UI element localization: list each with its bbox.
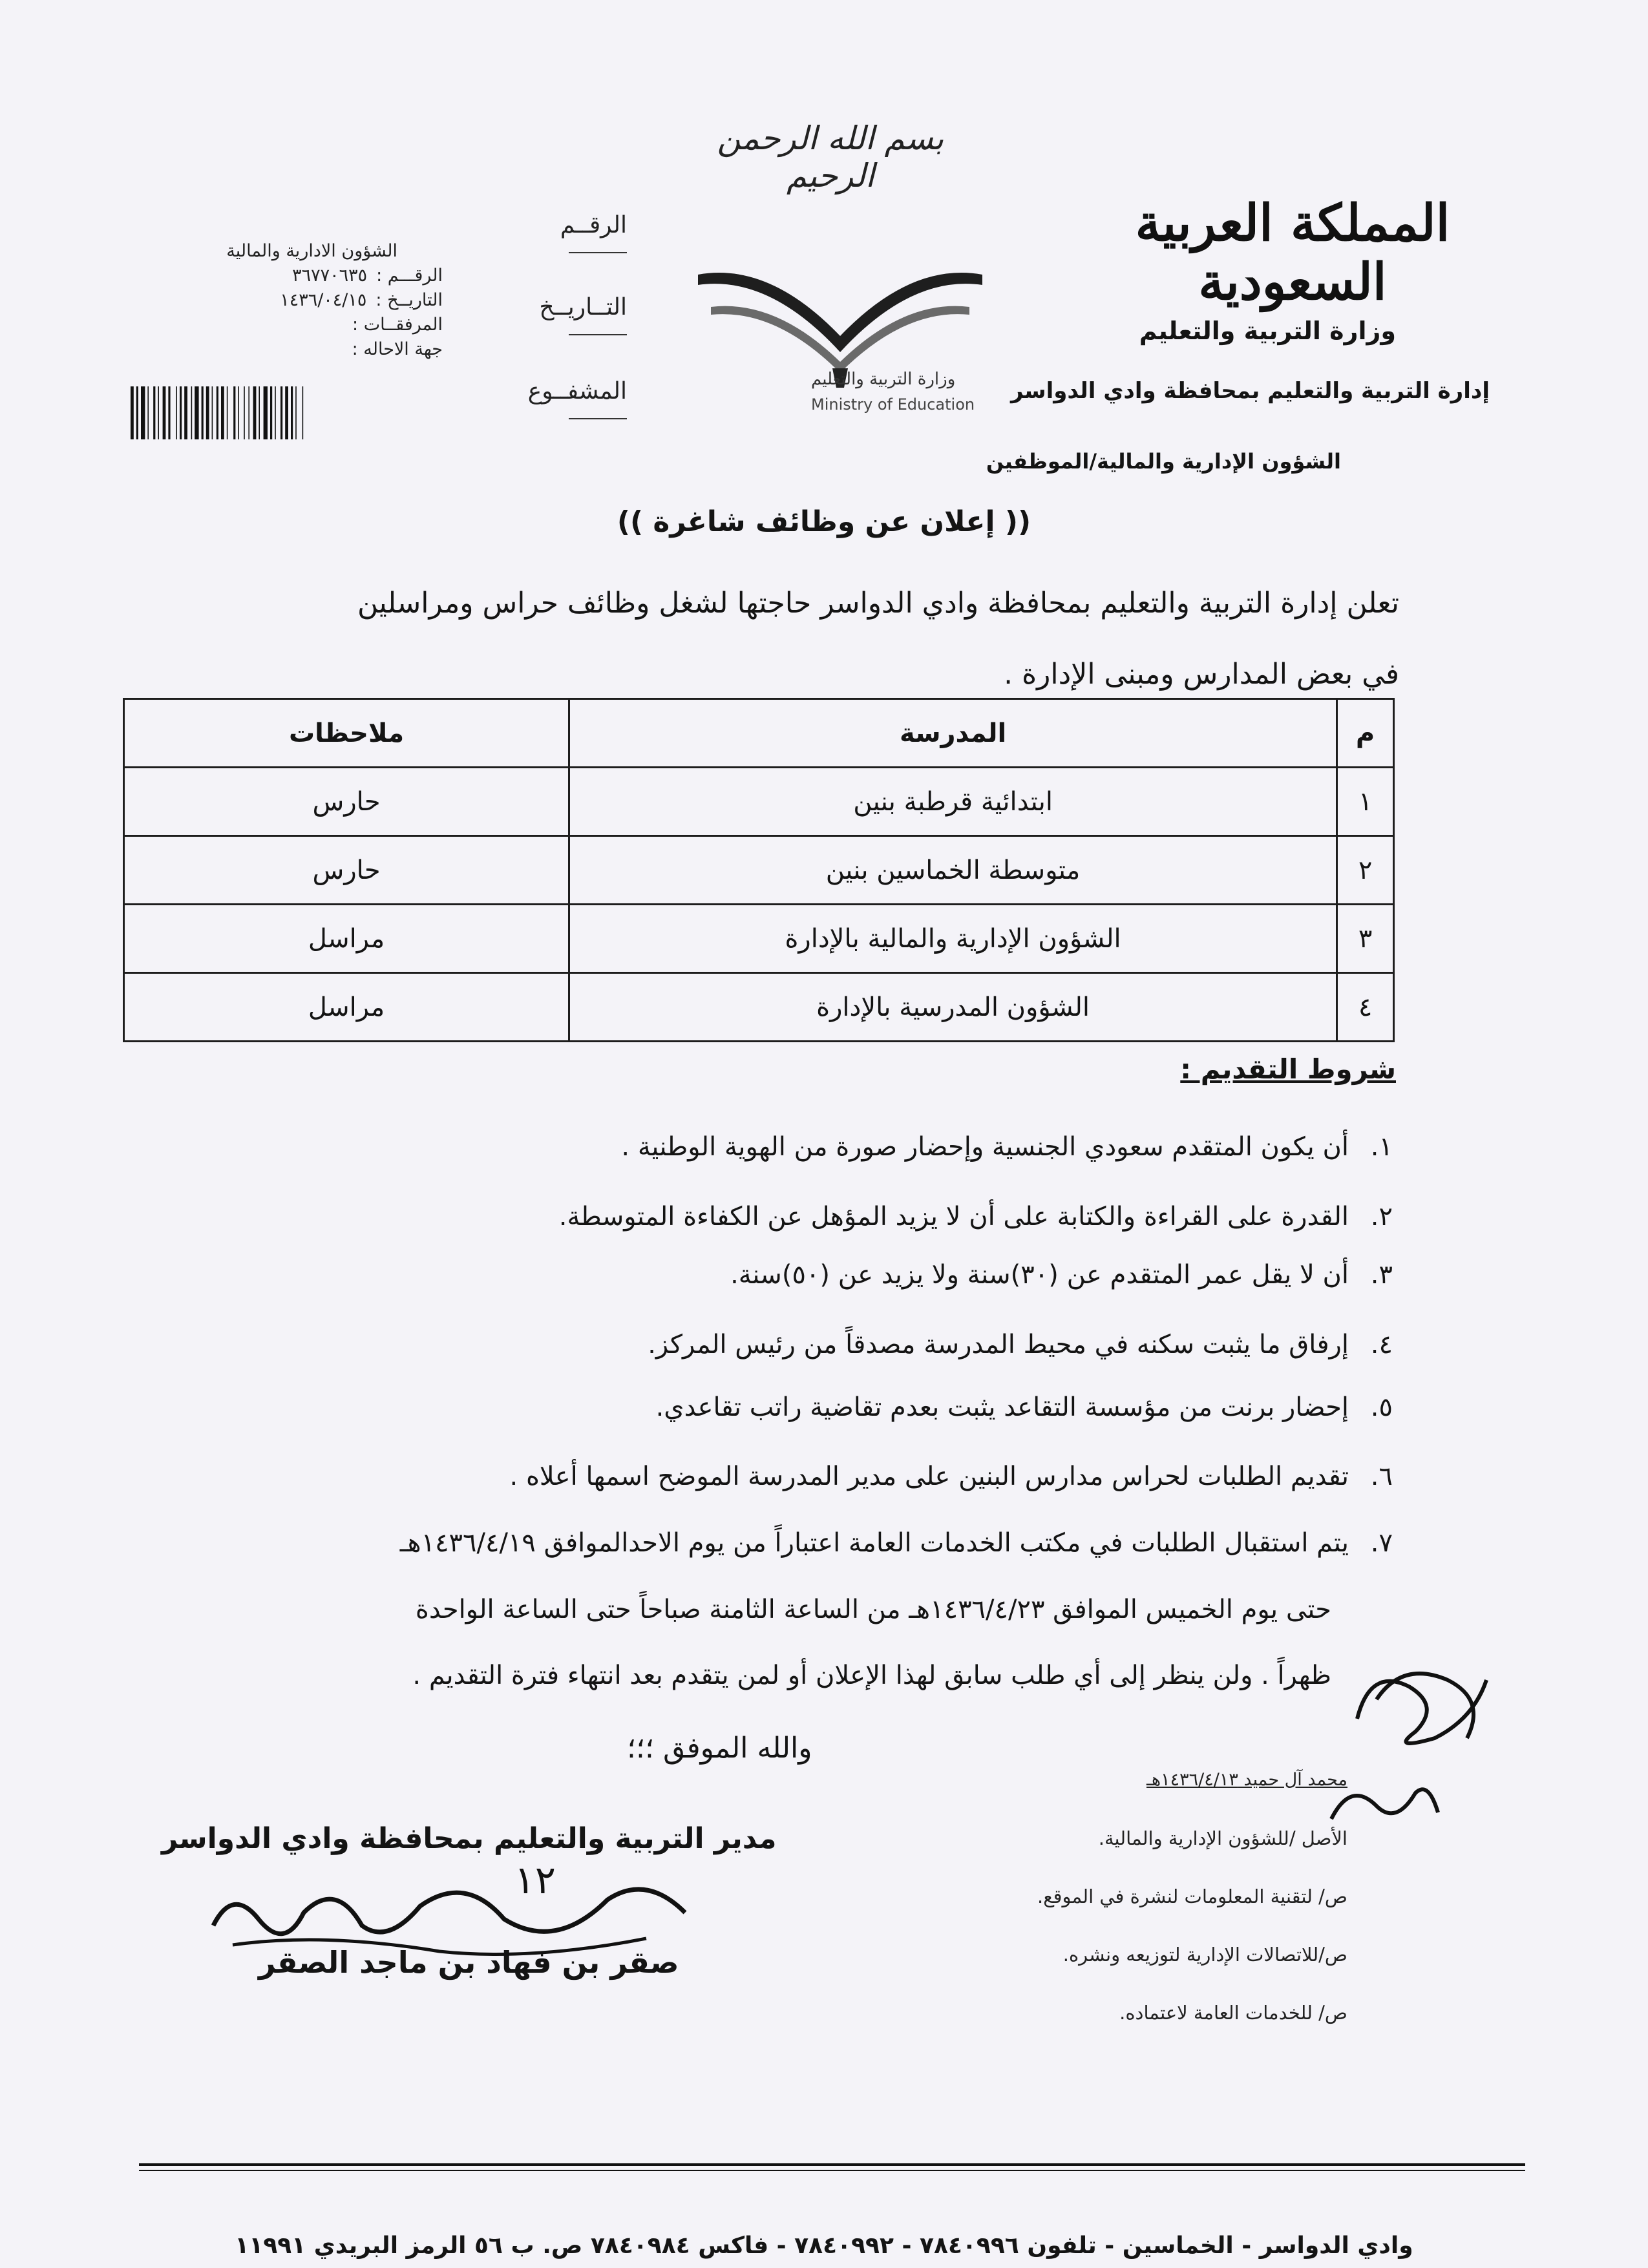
row-notes: حارس (124, 836, 569, 905)
condition-item (400, 1528, 1393, 1558)
condition-continuation-2: ظهراً . ولن ينظر إلى أي طلب سابق لهذا الإعلان أو لمن يتقدم بعد انتهاء فترة التقديم . (412, 1661, 1331, 1690)
registry-date-label: التاريــخ : (375, 290, 443, 310)
table-row (124, 836, 1394, 905)
condition-text: أن يكون المتقدم سعودي الجنسية وإحضار صورة من الهوية الوطنية . (621, 1132, 1349, 1162)
condition-item (510, 1462, 1393, 1491)
condition-number: ٣. (1370, 1260, 1393, 1290)
condition-text: تقديم الطلبات لحراس مدارس البنين على مدير المدرسة الموضح اسمها أعلاه . (509, 1462, 1349, 1491)
registry-date-row (120, 288, 443, 313)
condition-number: ٢. (1370, 1202, 1393, 1232)
row-notes: مراسل (124, 973, 569, 1042)
kingdom-name: المملكة العربية السعودية (1135, 194, 1450, 311)
condition-text: القدرة على القراءة والكتابة على أن لا يزيد المؤهل عن الكفاءة المتوسطة. (558, 1202, 1349, 1232)
col-header-number: م (1337, 699, 1394, 768)
ref-attachment-label: المشفــوع (527, 378, 627, 404)
condition-number: ٥. (1370, 1392, 1393, 1422)
registry-head: الشؤون الادارية والمالية (226, 241, 397, 261)
closing-phrase: والله الموفق ؛؛؛ (627, 1732, 812, 1765)
condition-item (648, 1330, 1393, 1360)
cc-line: ص/ لتقنية المعلومات لنشرة في الموقع. (1037, 1885, 1347, 1907)
ref-date-label: التــاريــخ (539, 294, 627, 320)
condition-item (621, 1132, 1393, 1162)
row-number: ٢ (1337, 836, 1394, 905)
intro-line-1: تعلن إدارة التربية والتعليم بمحافظة وادي الدواسر حاجتها لشغل وظائف حراس ومراسلين (357, 587, 1399, 620)
condition-text: يتم استقبال الطلبات في مكتب الخدمات العامة اعتباراً من يوم الاحدالموافق ١٤٣٦/٤/١٩هـ (399, 1528, 1349, 1558)
footer-divider-thin (139, 2170, 1525, 2171)
ref-number-line (569, 252, 627, 253)
ref-date-field (491, 294, 627, 347)
table-row (124, 973, 1394, 1042)
vacancies-table (123, 698, 1395, 1042)
director-title: مدير التربية والتعليم بمحافظة وادي الدواسر (162, 1822, 777, 1855)
cc-line: ص/للاتصالات الإدارية لتوزيعه ونشره. (1062, 1944, 1347, 1966)
logo-caption-english: Ministry of Education (811, 395, 975, 414)
cc-line: ص/ للخدمات العامة لاعتماده. (1119, 2002, 1347, 2024)
condition-text: إحضار برنت من مؤسسة التقاعد يثبت بعدم تقاضية راتب تقاعدي. (655, 1392, 1349, 1422)
handwritten-number: ١٢ (514, 1858, 556, 1903)
cc-line: الأصل /للشؤون الإدارية والمالية. (1098, 1827, 1347, 1849)
conditions-title: شروط التقديم : (1180, 1053, 1396, 1085)
row-notes: حارس (124, 768, 569, 836)
ref-attachment-field (491, 378, 627, 431)
condition-item (730, 1260, 1393, 1290)
registry-date-value: ١٤٣٦/٠٤/١٥ (280, 290, 367, 310)
row-school: متوسطة الخماسين بنين (569, 836, 1337, 905)
table-row (124, 768, 1394, 836)
condition-item (656, 1392, 1393, 1422)
registry-referral-row (120, 337, 443, 362)
condition-number: ١. (1370, 1132, 1393, 1162)
condition-number: ٧. (1370, 1528, 1393, 1558)
registry-attachments-row (120, 313, 443, 337)
registry-number-value: ٣٦٧٧٠٦٣٥ (292, 266, 368, 286)
table-header-row (124, 699, 1394, 768)
director-name: صقر بن فهاد بن ماجد الصقر (259, 1945, 679, 1980)
col-header-school: المدرسة (569, 699, 1337, 768)
intro-line-2: في بعض المدارس ومبنى الإدارة . (1004, 658, 1399, 691)
condition-number: ٤. (1370, 1330, 1393, 1360)
condition-text: أن لا يقل عمر المتقدم عن (٣٠)سنة ولا يزيد عن (٥٠)سنة. (730, 1260, 1349, 1290)
ref-number-label: الرقــم (560, 212, 627, 238)
ministry-name: وزارة التربية والتعليم (1139, 317, 1396, 345)
footer-contact: وادي الدواسر - الخماسين - تلفون ٧٨٤٠٩٩٦ - ٧٨٤٠٩٩٢ - فاكس ٧٨٤٠٩٨٤ ص. ب ٥٦ الرمز البريدي ١١٩٩١ (235, 2232, 1413, 2259)
registry-attachments-label: المرفقــات : (352, 315, 443, 335)
registry-number-row (120, 264, 443, 288)
condition-continuation-1: حتى يوم الخميس الموافق ١٤٣٦/٤/٢٣هـ من الساعة الثامنة صباحاً حتى الساعة الواحدة (415, 1595, 1331, 1624)
condition-text: إرفاق ما يثبت سكنه في محيط المدرسة مصدقاً من رئيس المركز. (648, 1330, 1349, 1360)
initials-signature-icon (1338, 1641, 1512, 1770)
row-school: الشؤون الإدارية والمالية بالإدارة (569, 905, 1337, 973)
registry-number-label: الرقـــم : (376, 266, 443, 286)
row-school: الشؤون المدرسية بالإدارة (569, 973, 1337, 1042)
condition-number: ٦. (1370, 1462, 1393, 1491)
department-name: الشؤون الإدارية والمالية/الموظفين (986, 449, 1341, 474)
registry-referral-label: جهة الاحاله : (352, 339, 443, 359)
condition-item (559, 1202, 1393, 1232)
registry-stamp (120, 239, 443, 362)
directorate-name: إدارة التربية والتعليم بمحافظة وادي الدواسر (1010, 378, 1490, 404)
row-notes: مراسل (124, 905, 569, 973)
row-school: ابتدائية قرطبة بنين (569, 768, 1337, 836)
footer-divider (139, 2163, 1525, 2166)
table-row (124, 905, 1394, 973)
col-header-notes: ملاحظات (124, 699, 569, 768)
ref-date-line (569, 334, 627, 335)
announcement-title: (( إعلان عن وظائف شاغرة )) (617, 505, 1031, 538)
cc-block (1037, 1751, 1347, 2042)
row-number: ٣ (1337, 905, 1394, 973)
logo-caption-arabic: وزارة التربية والتعليم (811, 370, 956, 389)
row-number: ٤ (1337, 973, 1394, 1042)
ref-number-field (491, 212, 627, 265)
ref-attachment-line (569, 418, 627, 419)
barcode-icon (128, 386, 386, 439)
basmala: بسم الله الرحمن الرحيم (717, 120, 944, 194)
row-number: ١ (1337, 768, 1394, 836)
cc-signer: محمد آل حميد ١٤٣٦/٤/١٣هـ (1146, 1770, 1347, 1790)
